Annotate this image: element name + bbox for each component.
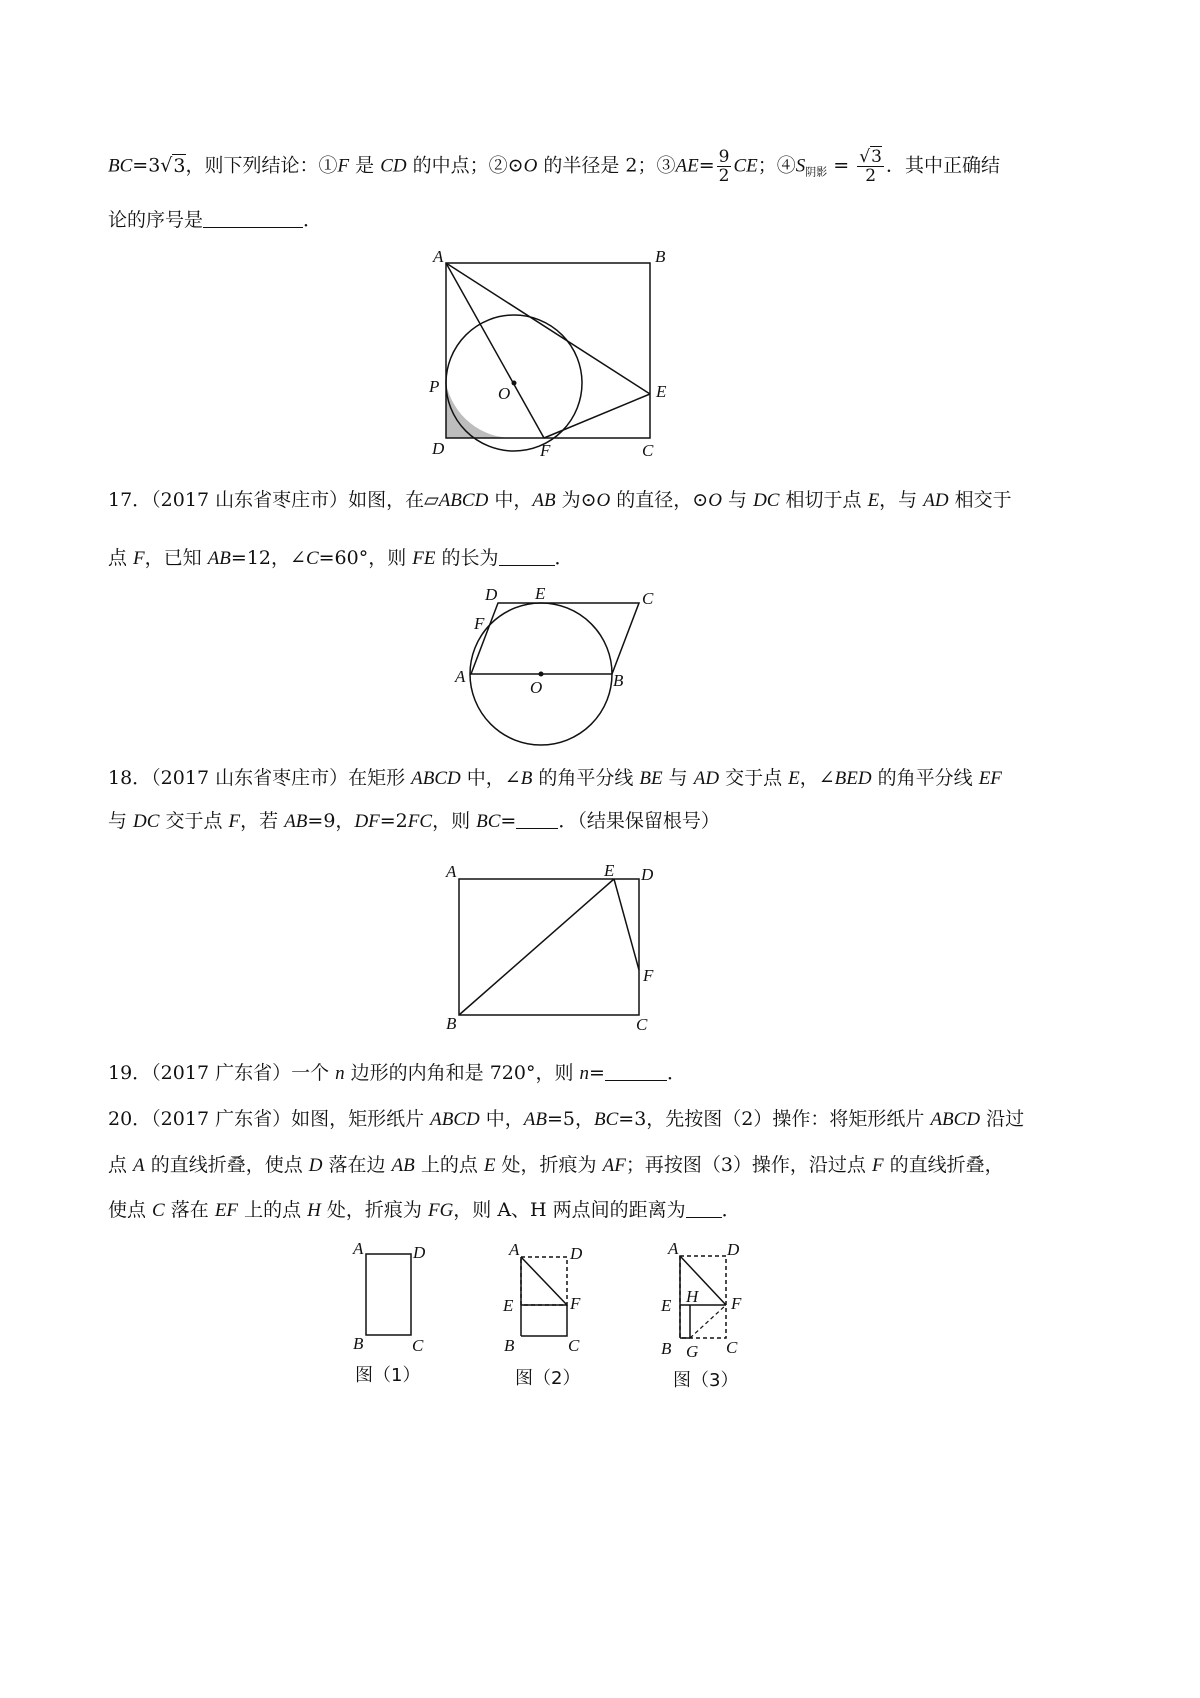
figure-3 xyxy=(660,1239,742,1391)
label-c: C xyxy=(636,1015,648,1034)
label-a: A xyxy=(455,667,466,686)
label-c: C xyxy=(642,441,654,460)
caption-fig-3: 图（3） xyxy=(673,1370,739,1391)
label-a: A xyxy=(446,862,457,881)
fraction-root3-over-2: $\frac{√3}{2}$ xyxy=(859,147,882,186)
label-f: F xyxy=(731,1294,742,1313)
q19-line: 19．（2017 广东省）一个 n 边形的内角和是 720°，则 n= ． xyxy=(108,1062,686,1084)
crease-fg xyxy=(690,1305,726,1338)
label-f: F xyxy=(474,614,485,633)
label-e: E xyxy=(503,1296,514,1315)
figure-2 xyxy=(502,1240,583,1389)
remaining-rect xyxy=(521,1305,567,1336)
label-e: E xyxy=(535,584,546,603)
label-d: D xyxy=(432,439,445,458)
q17-line-2: 点 F，已知 AB=12，∠C=60°，则 FE 的长为 ． xyxy=(108,547,574,569)
label-a: A xyxy=(668,1239,679,1258)
label-c: C xyxy=(412,1336,424,1355)
caption-fig-2: 图（2） xyxy=(515,1368,581,1389)
q17-line-1: 17．（2017 山东省枣庄市）如图，在▱ABCD 中，AB 为⊙O 的直径，⊙O 与 DC 相切于点 E，与 AD 相交于 xyxy=(108,489,1012,511)
label-o: O xyxy=(530,678,543,697)
label-b: B xyxy=(504,1336,515,1355)
q18-line-1: 18．（2017 山东省枣庄市）在矩形 ABCD 中，∠B 的角平分线 BE 与 AD 交于点 E，∠BED 的角平分线 EF xyxy=(108,767,1002,789)
label-b: B xyxy=(353,1334,364,1353)
label-d: D xyxy=(485,585,498,604)
label-a: A xyxy=(509,1240,520,1259)
q16-line-1: BC=3√3，则下列结论：①F 是 CD 的中点；②⊙O 的半径是 2；③AE= $\frac{9}{2}$ CE；$④S_{阴影}$ = $\frac{√3}{2}$ ．其中正确结 xyxy=(108,147,1000,186)
label-c: C xyxy=(568,1336,580,1355)
q20-line-1: 20．（2017 广东省）如图，矩形纸片 ABCD 中，AB=5，BC=3，先按图（2）操作：将矩形纸片 ABCD 沿过 xyxy=(108,1108,1025,1130)
label-d: D xyxy=(727,1240,740,1259)
label-d: D xyxy=(641,865,654,884)
label-c: C xyxy=(726,1338,738,1357)
label-a: A xyxy=(433,247,444,266)
label-d: D xyxy=(570,1244,583,1263)
label-h: H xyxy=(686,1287,699,1306)
label-f: F xyxy=(540,441,551,460)
label-o: O xyxy=(498,384,511,403)
label-b: B xyxy=(446,1014,457,1033)
label-b: B xyxy=(655,247,666,266)
label-a: A xyxy=(353,1239,364,1258)
label-f: F xyxy=(643,966,654,985)
label-d: D xyxy=(413,1243,426,1262)
fraction-9-over-2: $\frac{9}{2}$ xyxy=(718,147,730,186)
rectangle-abcd xyxy=(366,1254,411,1335)
label-e: E xyxy=(604,861,615,880)
label-p: P xyxy=(429,377,440,396)
label-f: F xyxy=(570,1294,581,1313)
figure-1 xyxy=(352,1239,426,1386)
q20-line-3: 使点 C 落在 EF 上的点 H 处，折痕为 FG，则 A、H 两点间的距离为 ． xyxy=(108,1199,741,1221)
q18-line-2: 与 DC 交于点 F，若 AB=9，DF=2FC，则 BC= ．（结果保留根号） xyxy=(108,810,720,832)
label-b: B xyxy=(661,1339,672,1358)
caption-fig-1: 图（1） xyxy=(355,1365,421,1386)
label-b: B xyxy=(613,671,624,690)
label-e: E xyxy=(661,1296,672,1315)
label-c: C xyxy=(642,589,654,608)
label-g: G xyxy=(686,1342,699,1361)
crease-af xyxy=(521,1257,567,1305)
label-e: E xyxy=(656,382,667,401)
q20-line-2: 点 A 的直线折叠，使点 D 落在边 AB 上的点 E 处，折痕为 AF；再按图（3）操作，沿过点 F 的直线折叠， xyxy=(108,1154,1004,1176)
q16-line-2: 论的序号是 ． xyxy=(108,209,323,231)
